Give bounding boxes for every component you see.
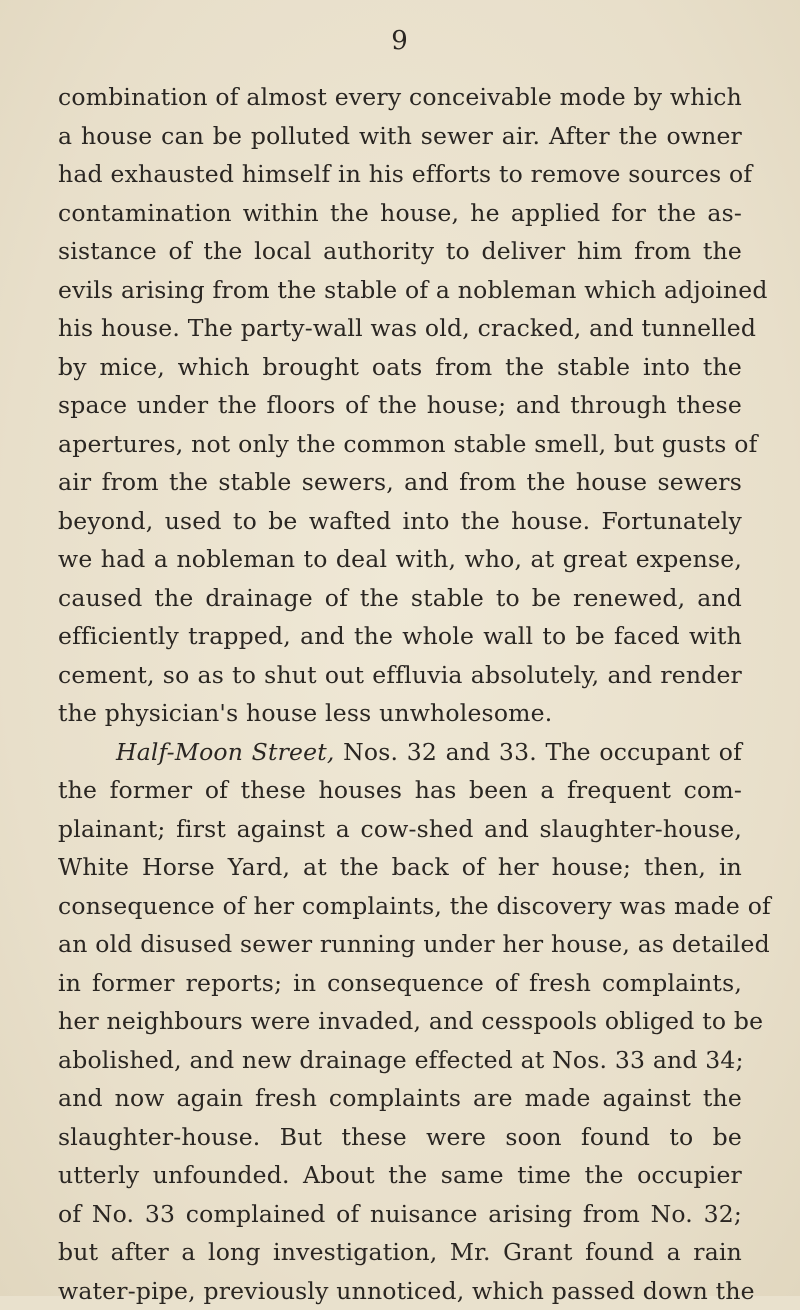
text-line: combination of almost every conceivable mode by which	[58, 78, 742, 117]
text-line: a house can be polluted with sewer air. After the owner	[58, 117, 742, 156]
text-line: evils arising from the stable of a nobleman which adjoined	[58, 271, 742, 310]
text-line: utterly unfounded. About the same time the occupier	[58, 1156, 742, 1195]
text-line: apertures, not only the common stable smell, but gusts of	[58, 425, 742, 464]
text-line: plainant; first against a cow-shed and slaughter-house,	[58, 810, 742, 849]
text-line: had exhausted himself in his efforts to remove sources of	[58, 155, 742, 194]
text-line: in former reports; in consequence of fresh complaints,	[58, 964, 742, 1003]
text-line: an old disused sewer running under her house, as detailed	[58, 925, 742, 964]
body-text	[58, 78, 742, 1310]
text-line: we had a nobleman to deal with, who, at great expense,	[58, 540, 742, 579]
text-line: by mice, which brought oats from the stable into the	[58, 348, 742, 387]
text-line: water-pipe, previously unnoticed, which passed down the	[58, 1272, 742, 1310]
paragraph-1	[58, 78, 742, 733]
text-line: caused the drainage of the stable to be renewed, and	[58, 579, 742, 618]
street-heading: Half-Moon Street,	[116, 738, 335, 766]
text-line: and now again fresh complaints are made against the	[58, 1079, 742, 1118]
text-line: the physician's house less unwholesome.	[58, 694, 742, 733]
text-line: abolished, and new drainage effected at Nos. 33 and 34;	[58, 1041, 742, 1080]
text-line: but after a long investigation, Mr. Grant found a rain	[58, 1233, 742, 1272]
page-number: 9	[0, 26, 800, 56]
text-line: the former of these houses has been a frequent com-	[58, 771, 742, 810]
text-line: White Horse Yard, at the back of her house; then, in	[58, 848, 742, 887]
text-line: space under the floors of the house; and through these	[58, 386, 742, 425]
text-line: contamination within the house, he applied for the as-	[58, 194, 742, 233]
text-line: of No. 33 complained of nuisance arising from No. 32;	[58, 1195, 742, 1234]
first-line-text: Nos. 32 and 33. The occupant of	[335, 738, 742, 766]
text-line: consequence of her complaints, the discovery was made of	[58, 887, 742, 926]
text-line: slaughter-house. But these were soon found to be	[58, 1118, 742, 1157]
text-line: sistance of the local authority to deliver him from the	[58, 232, 742, 271]
text-line: his house. The party-wall was old, cracked, and tunnelled	[58, 309, 742, 348]
text-line: cement, so as to shut out effluvia absolutely, and render	[58, 656, 742, 695]
text-line: efficiently trapped, and the whole wall to be faced with	[58, 617, 742, 656]
paragraph-2	[58, 733, 742, 1310]
text-line: beyond, used to be wafted into the house. Fortunately	[58, 502, 742, 541]
paragraph-2-first-line	[58, 733, 742, 772]
text-line: her neighbours were invaded, and cesspools obliged to be	[58, 1002, 742, 1041]
text-line: air from the stable sewers, and from the house sewers	[58, 463, 742, 502]
